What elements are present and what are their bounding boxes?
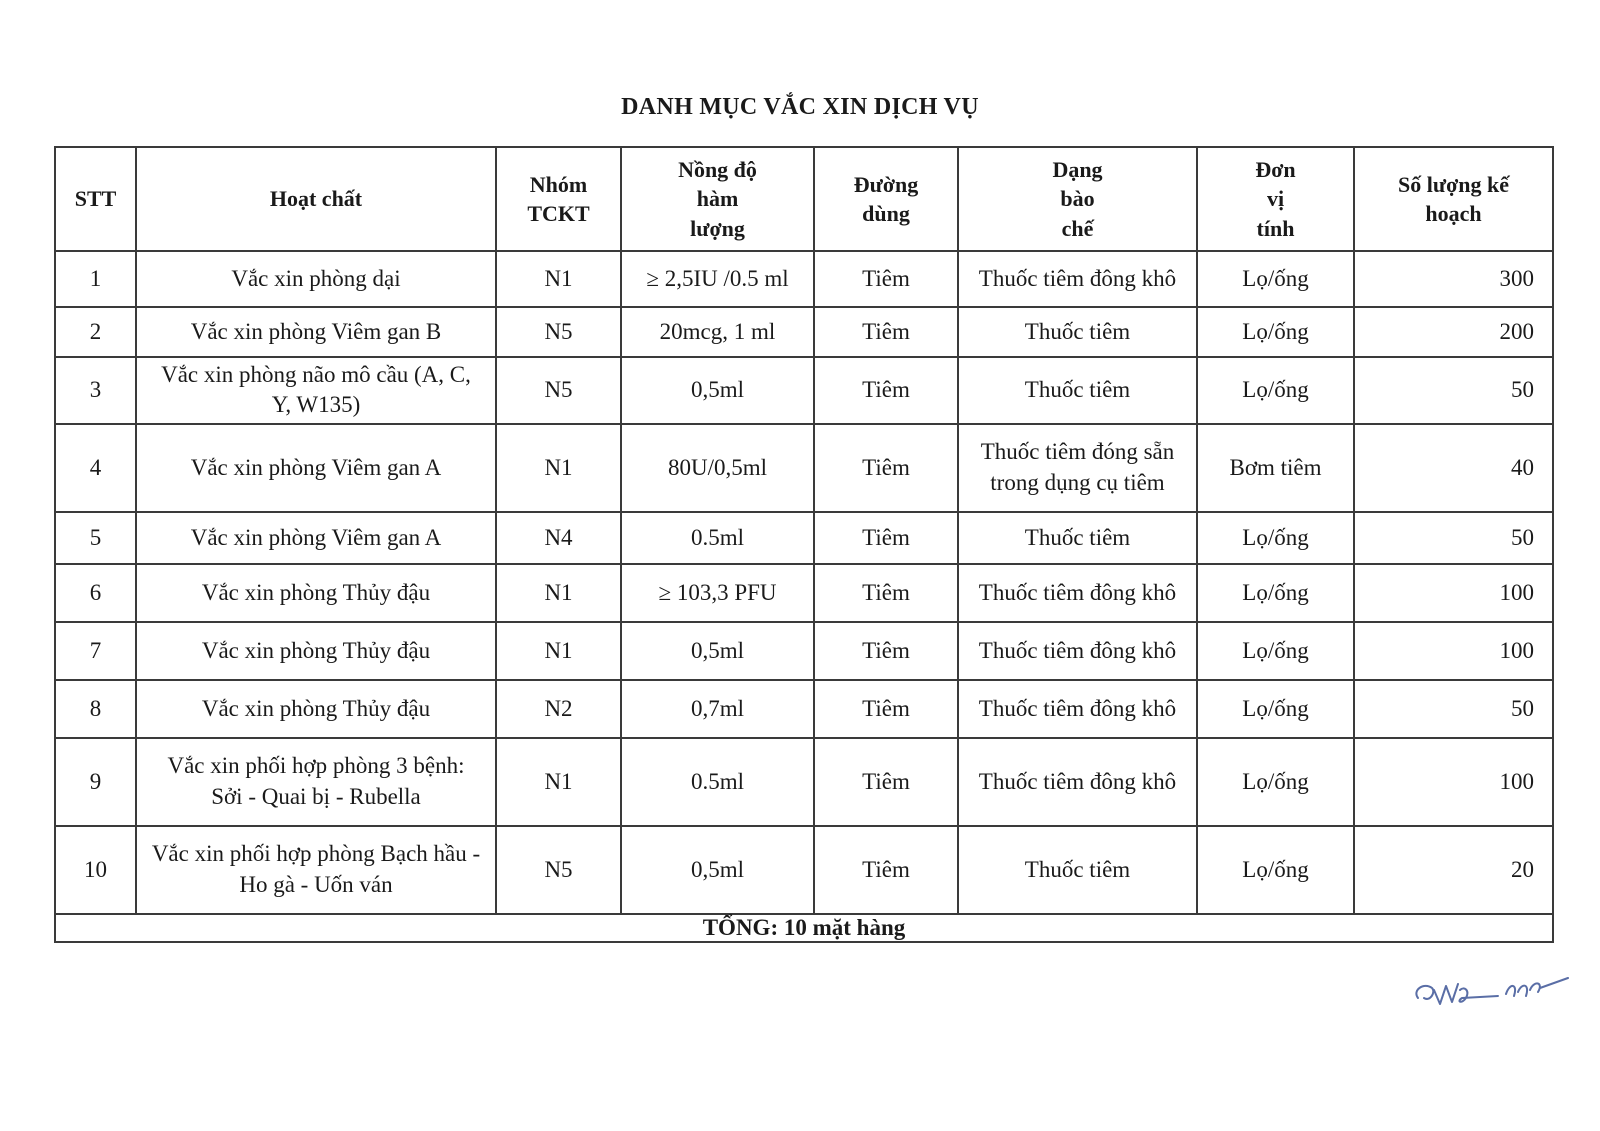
active-ingredient-cell-text: Vắc xin phòng dại xyxy=(231,265,401,291)
unit-cell xyxy=(1197,680,1354,738)
column-header xyxy=(814,147,958,251)
active-ingredient-cell-text: Vắc xin phòng Thủy đậu xyxy=(201,695,431,721)
column-header-line: Nồng độ xyxy=(678,157,757,183)
column-header-line: Đơn xyxy=(1255,157,1296,183)
column-header xyxy=(958,147,1197,251)
group-cell xyxy=(496,564,621,622)
dosage-form-cell xyxy=(958,680,1197,738)
concentration-cell xyxy=(621,680,814,738)
concentration-cell-text: ≥ 103,3 PFU xyxy=(658,579,777,605)
dosage-form-cell-text: trong dụng cụ tiêm xyxy=(990,469,1165,495)
dosage-form-cell-text: Thuốc tiêm đông khô xyxy=(978,265,1177,291)
concentration-cell-text: 0.5ml xyxy=(690,524,745,550)
route-cell-text: Tiêm xyxy=(862,524,910,550)
active-ingredient-cell-text: Vắc xin phối hợp phòng Bạch hầu - xyxy=(151,841,481,867)
stt-cell xyxy=(55,826,136,914)
group-cell-text: N2 xyxy=(544,695,573,721)
concentration-cell xyxy=(621,307,814,357)
column-header-line: Đường xyxy=(853,171,919,197)
concentration-cell-text: 80U/0,5ml xyxy=(667,454,768,480)
dosage-form-cell-text: Thuốc tiêm xyxy=(1024,377,1131,403)
unit-cell xyxy=(1197,251,1354,307)
column-header xyxy=(55,147,136,251)
stt-cell xyxy=(55,357,136,424)
route-cell-text: Tiêm xyxy=(862,265,910,291)
quantity-cell-text: 50 xyxy=(1511,524,1534,550)
route-cell xyxy=(814,251,958,307)
dosage-form-cell xyxy=(958,307,1197,357)
table-row xyxy=(55,357,1553,424)
quantity-cell-text: 50 xyxy=(1511,377,1534,403)
dosage-form-cell xyxy=(958,622,1197,680)
stt-cell xyxy=(55,307,136,357)
signature-image xyxy=(1410,968,1580,1018)
column-header xyxy=(1197,147,1354,251)
column-header-line: tính xyxy=(1256,215,1295,241)
column-header xyxy=(136,147,496,251)
unit-cell xyxy=(1197,424,1354,512)
column-header-line: Nhóm xyxy=(529,171,588,197)
unit-cell-text: Lọ/ống xyxy=(1242,377,1309,403)
group-cell-text: N1 xyxy=(544,637,573,663)
column-header-line: lượng xyxy=(690,215,745,241)
route-cell xyxy=(814,738,958,826)
group-cell xyxy=(496,622,621,680)
dosage-form-cell xyxy=(958,424,1197,512)
stt-cell-text: 8 xyxy=(89,695,102,721)
quantity-cell-text: 100 xyxy=(1499,637,1534,663)
column-header xyxy=(496,147,621,251)
dosage-form-cell-text: Thuốc tiêm xyxy=(1024,524,1131,550)
quantity-cell xyxy=(1354,564,1553,622)
dosage-form-cell xyxy=(958,738,1197,826)
stt-cell xyxy=(55,564,136,622)
route-cell-text: Tiêm xyxy=(862,454,910,480)
group-cell-text: N1 xyxy=(544,579,573,605)
route-cell-text: Tiêm xyxy=(862,318,910,344)
total-row xyxy=(55,914,1553,942)
group-cell xyxy=(496,680,621,738)
active-ingredient-cell-text: Vắc xin phối hợp phòng 3 bệnh: xyxy=(167,753,465,779)
quantity-cell-text: 200 xyxy=(1499,318,1534,344)
route-cell xyxy=(814,307,958,357)
table-row xyxy=(55,622,1553,680)
active-ingredient-cell-text: Vắc xin phòng Thủy đậu xyxy=(201,637,431,663)
active-ingredient-cell xyxy=(136,512,496,564)
column-header-line: chế xyxy=(1061,215,1094,241)
dosage-form-cell-text: Thuốc tiêm đông khô xyxy=(978,637,1177,663)
table-row xyxy=(55,680,1553,738)
concentration-cell xyxy=(621,424,814,512)
quantity-cell xyxy=(1354,512,1553,564)
group-cell xyxy=(496,738,621,826)
active-ingredient-cell xyxy=(136,564,496,622)
column-header xyxy=(621,147,814,251)
group-cell xyxy=(496,307,621,357)
group-cell-text: N4 xyxy=(544,524,573,550)
dosage-form-cell-text: Thuốc tiêm xyxy=(1024,318,1131,344)
quantity-cell xyxy=(1354,307,1553,357)
column-header xyxy=(1354,147,1553,251)
unit-cell-text: Lọ/ống xyxy=(1242,768,1309,794)
table-row xyxy=(55,564,1553,622)
route-cell xyxy=(814,826,958,914)
route-cell xyxy=(814,424,958,512)
vaccine-table xyxy=(54,146,1554,943)
route-cell-text: Tiêm xyxy=(862,377,910,403)
stt-cell xyxy=(55,512,136,564)
quantity-cell-text: 300 xyxy=(1499,265,1534,291)
stt-cell-text: 1 xyxy=(89,265,102,291)
concentration-cell-text: 0,5ml xyxy=(690,377,745,403)
concentration-cell xyxy=(621,564,814,622)
dosage-form-cell xyxy=(958,826,1197,914)
group-cell-text: N5 xyxy=(544,856,573,882)
quantity-cell-text: 40 xyxy=(1511,454,1534,480)
dosage-form-cell-text: Thuốc tiêm xyxy=(1024,856,1131,882)
concentration-cell xyxy=(621,357,814,424)
unit-cell xyxy=(1197,738,1354,826)
quantity-cell xyxy=(1354,357,1553,424)
column-header-line: TCKT xyxy=(527,201,590,226)
unit-cell-text: Lọ/ống xyxy=(1242,579,1309,605)
concentration-cell xyxy=(621,512,814,564)
concentration-cell-text: 0,7ml xyxy=(690,695,745,721)
table-body xyxy=(55,251,1553,914)
concentration-cell xyxy=(621,826,814,914)
quantity-cell xyxy=(1354,738,1553,826)
active-ingredient-cell xyxy=(136,424,496,512)
group-cell xyxy=(496,357,621,424)
stt-cell-text: 7 xyxy=(89,637,102,663)
quantity-cell xyxy=(1354,424,1553,512)
route-cell xyxy=(814,564,958,622)
table-row xyxy=(55,424,1553,512)
group-cell xyxy=(496,512,621,564)
active-ingredient-cell xyxy=(136,357,496,424)
concentration-cell-text: ≥ 2,5IU /0.5 ml xyxy=(646,265,789,291)
active-ingredient-cell-text: Y, W135) xyxy=(271,392,361,418)
dosage-form-cell xyxy=(958,357,1197,424)
stt-cell-text: 2 xyxy=(89,318,102,344)
dosage-form-cell-text: Thuốc tiêm đông khô xyxy=(978,695,1177,721)
table-row xyxy=(55,738,1553,826)
concentration-cell-text: 0,5ml xyxy=(690,637,745,663)
active-ingredient-cell-text: Vắc xin phòng Thủy đậu xyxy=(201,579,431,605)
route-cell xyxy=(814,680,958,738)
quantity-cell-text: 50 xyxy=(1511,695,1534,721)
table-header-row xyxy=(55,147,1553,251)
active-ingredient-cell xyxy=(136,738,496,826)
table-row xyxy=(55,307,1553,357)
table-row xyxy=(55,826,1553,914)
column-header-line: hoạch xyxy=(1425,201,1482,226)
total-label: TỔNG: 10 mặt hàng xyxy=(55,914,1553,942)
stt-cell-text: 4 xyxy=(89,454,102,480)
unit-cell-text: Lọ/ống xyxy=(1242,524,1309,550)
unit-cell xyxy=(1197,357,1354,424)
stt-cell-text: 6 xyxy=(89,579,102,605)
unit-cell xyxy=(1197,307,1354,357)
column-header-line: dùng xyxy=(862,201,910,226)
unit-cell-text: Lọ/ống xyxy=(1242,695,1309,721)
column-header-line: hàm xyxy=(696,186,739,212)
unit-cell xyxy=(1197,564,1354,622)
group-cell xyxy=(496,424,621,512)
group-cell xyxy=(496,251,621,307)
dosage-form-cell xyxy=(958,564,1197,622)
group-cell xyxy=(496,826,621,914)
unit-cell-text: Lọ/ống xyxy=(1242,856,1309,882)
table-row xyxy=(55,512,1553,564)
unit-cell-text: Bơm tiêm xyxy=(1229,454,1322,480)
route-cell-text: Tiêm xyxy=(862,695,910,721)
unit-cell-text: Lọ/ống xyxy=(1242,637,1309,663)
quantity-cell xyxy=(1354,826,1553,914)
quantity-cell-text: 100 xyxy=(1499,579,1534,605)
stt-cell xyxy=(55,738,136,826)
active-ingredient-cell xyxy=(136,307,496,357)
route-cell-text: Tiêm xyxy=(862,768,910,794)
column-header-line: Hoạt chất xyxy=(269,186,363,212)
concentration-cell xyxy=(621,738,814,826)
route-cell xyxy=(814,512,958,564)
active-ingredient-cell xyxy=(136,826,496,914)
unit-cell xyxy=(1197,826,1354,914)
active-ingredient-cell-text: Ho gà - Uốn ván xyxy=(239,871,393,897)
unit-cell-text: Lọ/ống xyxy=(1242,265,1309,291)
concentration-cell-text: 0.5ml xyxy=(690,768,745,794)
active-ingredient-cell xyxy=(136,680,496,738)
active-ingredient-cell-text: Sởi - Quai bị - Rubella xyxy=(211,783,421,809)
concentration-cell-text: 0,5ml xyxy=(690,856,745,882)
column-header-line: bào xyxy=(1060,186,1095,212)
quantity-cell xyxy=(1354,622,1553,680)
stt-cell xyxy=(55,680,136,738)
group-cell-text: N1 xyxy=(544,454,573,480)
active-ingredient-cell-text: Vắc xin phòng Viêm gan B xyxy=(190,318,442,344)
route-cell xyxy=(814,357,958,424)
concentration-cell xyxy=(621,622,814,680)
active-ingredient-cell-text: Vắc xin phòng Viêm gan A xyxy=(190,454,442,480)
group-cell-text: N1 xyxy=(544,768,573,794)
active-ingredient-cell xyxy=(136,622,496,680)
group-cell-text: N5 xyxy=(544,318,573,344)
route-cell xyxy=(814,622,958,680)
table-row xyxy=(55,251,1553,307)
page-title: DANH MỤC VẮC XIN DỊCH VỤ xyxy=(621,94,979,120)
dosage-form-cell-text: Thuốc tiêm đông khô xyxy=(978,579,1177,605)
stt-cell xyxy=(55,424,136,512)
column-header-line: Số lượng kế xyxy=(1398,171,1509,197)
stt-cell-text: 9 xyxy=(89,768,102,794)
unit-cell xyxy=(1197,622,1354,680)
quantity-cell-text: 100 xyxy=(1499,768,1534,794)
active-ingredient-cell xyxy=(136,251,496,307)
quantity-cell-text: 20 xyxy=(1511,856,1534,882)
route-cell-text: Tiêm xyxy=(862,856,910,882)
dosage-form-cell xyxy=(958,512,1197,564)
group-cell-text: N5 xyxy=(544,377,573,403)
dosage-form-cell-text: Thuốc tiêm đông khô xyxy=(978,768,1177,794)
concentration-cell xyxy=(621,251,814,307)
quantity-cell xyxy=(1354,251,1553,307)
column-header-line: STT xyxy=(74,186,117,212)
stt-cell-text: 3 xyxy=(89,377,102,403)
active-ingredient-cell-text: Vắc xin phòng não mô cầu (A, C, xyxy=(161,362,471,387)
stt-cell-text: 5 xyxy=(89,524,102,550)
unit-cell xyxy=(1197,512,1354,564)
active-ingredient-cell-text: Vắc xin phòng Viêm gan A xyxy=(190,524,442,550)
column-header-line: vị xyxy=(1266,186,1285,212)
stt-cell xyxy=(55,622,136,680)
column-header-line: Dạng xyxy=(1052,157,1103,183)
stt-cell xyxy=(55,251,136,307)
dosage-form-cell xyxy=(958,251,1197,307)
route-cell-text: Tiêm xyxy=(862,579,910,605)
quantity-cell xyxy=(1354,680,1553,738)
concentration-cell-text: 20mcg, 1 ml xyxy=(659,318,776,344)
dosage-form-cell-text: Thuốc tiêm đóng sẵn xyxy=(980,439,1175,465)
route-cell-text: Tiêm xyxy=(862,637,910,663)
stt-cell-text: 10 xyxy=(84,856,107,882)
group-cell-text: N1 xyxy=(544,265,573,291)
unit-cell-text: Lọ/ống xyxy=(1242,318,1309,344)
